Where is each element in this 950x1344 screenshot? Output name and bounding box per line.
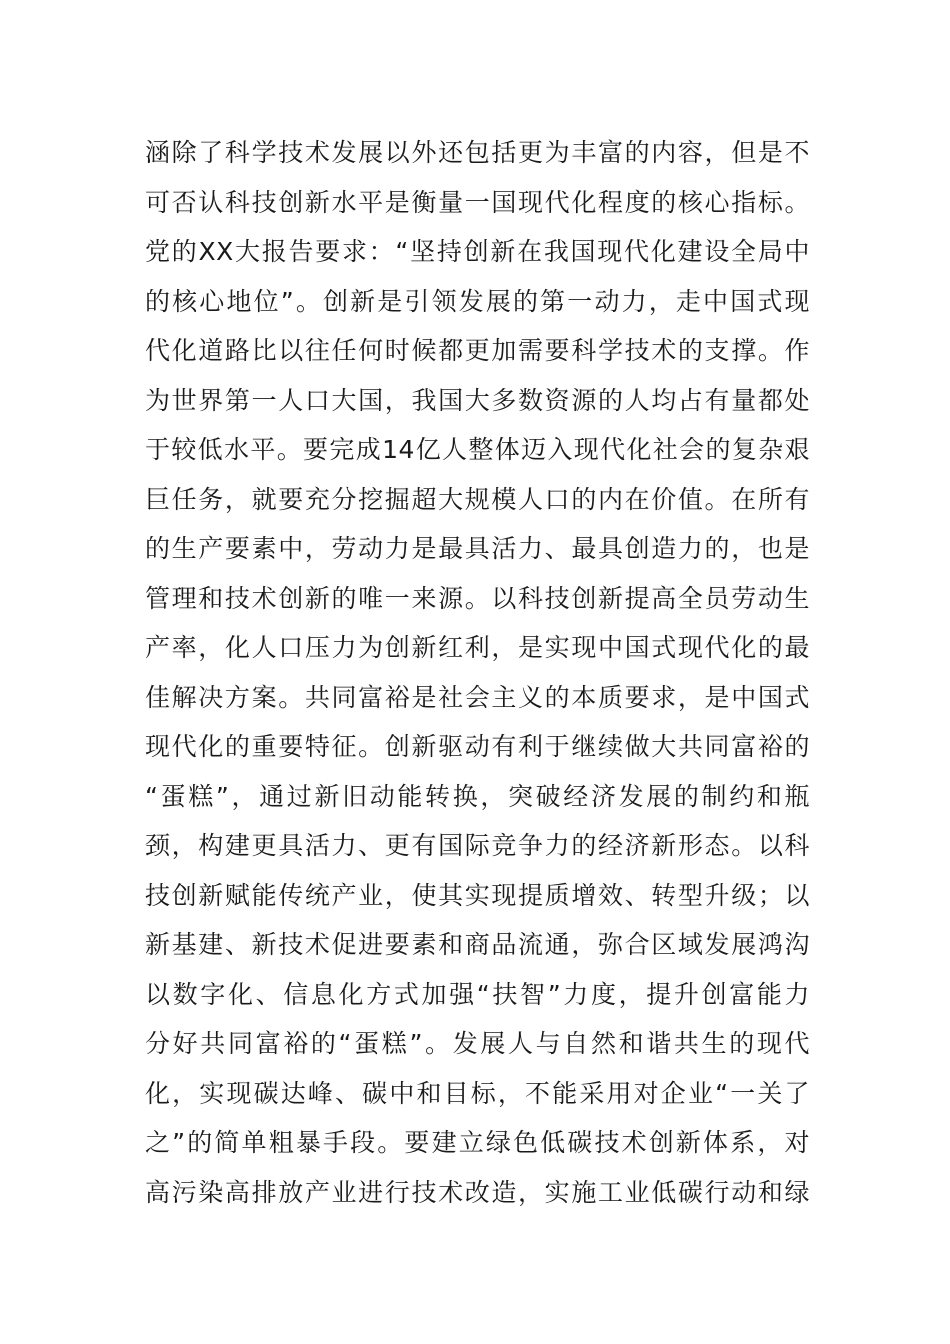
text-line: 颈，构建更具活力、更有国际竞争力的经济新形态。以科 xyxy=(145,831,810,860)
text-line: 的核心地位”。创新是引领发展的第一动力，走中国式现 xyxy=(145,286,810,316)
text-line: 新基建、新技术促进要素和商品流通，弥合区域发展鸿沟 xyxy=(145,930,810,959)
text-line: “蛋糕”，通过新旧动能转换，突破经济发展的制约和瓶 xyxy=(145,781,810,811)
text-line: 管理和技术创新的唯一来源。以科技创新提高全员劳动生 xyxy=(145,583,810,613)
text-line: 产率，化人口压力为创新红利，是实现中国式现代化的最 xyxy=(145,633,810,662)
text-line: 可否认科技创新水平是衡量一国现代化程度的核心指标。 xyxy=(145,187,810,217)
text-line: 之”的简单粗暴手段。要建立绿色低碳技术创新体系，对 xyxy=(145,1128,810,1157)
text-line: 涵除了科学技术发展以外还包括更为丰富的内容，但是不 xyxy=(145,138,810,167)
text-line: 巨任务，就要充分挖掘超大规模人口的内在价值。在所有 xyxy=(145,484,810,514)
text-line: 高污染高排放产业进行技术改造，实施工业低碳行动和绿 xyxy=(145,1177,810,1207)
text-line: 技创新赋能传统产业，使其实现提质增效、转型升级；以 xyxy=(145,880,810,910)
text-line: 分好共同富裕的“蛋糕”。发展人与自然和谐共生的现代 xyxy=(145,1029,810,1058)
text-line: 现代化的重要特征。创新驱动有利于继续做大共同富裕的 xyxy=(145,732,810,761)
text-line: 党的XX大报告要求：“坚持创新在我国现代化建设全局中 xyxy=(145,237,810,266)
text-line: 佳解决方案。共同富裕是社会主义的本质要求，是中国式 xyxy=(145,682,810,712)
text-line: 为世界第一人口大国，我国大多数资源的人均占有量都处 xyxy=(145,385,810,415)
text-line: 化，实现碳达峰、碳中和目标，不能采用对企业“一关了 xyxy=(145,1078,810,1108)
text-line: 于较低水平。要完成14亿人整体迈入现代化社会的复杂艰 xyxy=(145,435,810,464)
body-text xyxy=(145,128,810,1217)
text-line: 代化道路比以往任何时候都更加需要科学技术的支撑。作 xyxy=(145,336,810,365)
text-line: 以数字化、信息化方式加强“扶智”力度，提升创富能力 xyxy=(145,979,810,1009)
text-line: 的生产要素中，劳动力是最具活力、最具创造力的，也是 xyxy=(145,534,810,563)
